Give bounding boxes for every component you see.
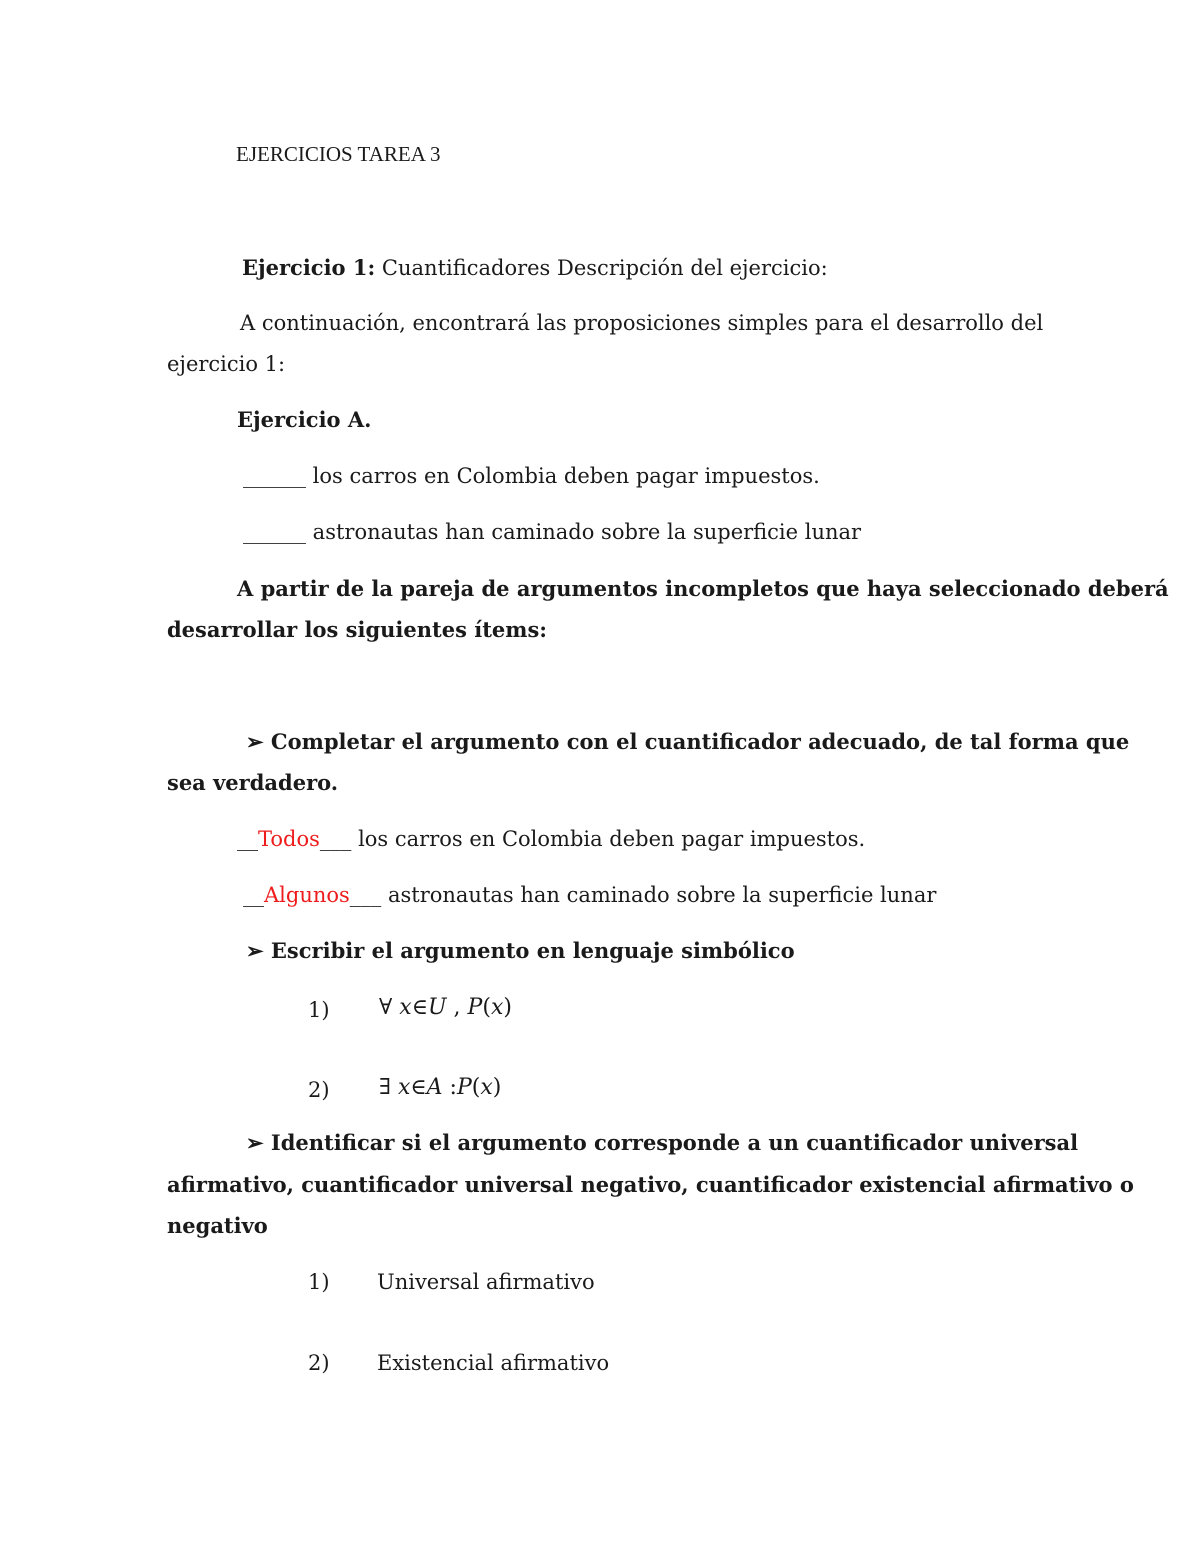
classification-text-2: Existencial afirmativo (377, 1351, 610, 1375)
symbolic-expression-1: ∀ x∈U , P(x) (379, 995, 512, 1020)
step-1-line-2: sea verdadero. (167, 770, 339, 795)
step-1-line-1 (246, 729, 1129, 755)
answer-word: Algunos (264, 883, 350, 907)
answer-text: astronautas han caminado sobre la superficie lunar (381, 883, 937, 907)
symbolic-expression-2: ∃ x∈A :P(x) (379, 1075, 502, 1100)
classification-number-2: 2) (308, 1351, 330, 1375)
arrow-bullet-icon: ➢ (246, 938, 264, 963)
intro-line-1: A continuación, encontrará las proposiciones simples para el desarrollo del (240, 311, 1044, 335)
blank-item-text: los carros en Colombia deben pagar impuestos. (306, 464, 820, 488)
exists-symbol: ∃ (379, 1075, 391, 1100)
blank-item-1 (243, 463, 820, 489)
arrow-bullet-icon: ➢ (246, 1130, 264, 1155)
blank-underscore: ______ (243, 520, 306, 544)
separator: : (442, 1075, 457, 1100)
instruction-line-2: desarrollar los siguientes ítems: (167, 617, 548, 642)
set-name: U (428, 995, 447, 1020)
answer-1 (237, 826, 865, 852)
intro-line-2: ejercicio 1: (167, 352, 286, 376)
step-2 (246, 938, 795, 964)
element-of-symbol: ∈ (411, 995, 428, 1020)
predicate-argument: x (490, 995, 504, 1020)
answer-underscore: ___ (319, 827, 352, 851)
blank-underscore: ______ (243, 464, 306, 488)
variable: x (399, 995, 412, 1020)
variable: x (397, 1075, 411, 1100)
ejercicio-1-line (242, 255, 828, 281)
ejercicio-a-heading: Ejercicio A. (237, 407, 372, 432)
separator: , (446, 995, 461, 1020)
element-of-symbol: ∈ (410, 1075, 427, 1100)
forall-symbol: ∀ (379, 995, 393, 1020)
document-title: EJERCICIOS TAREA 3 (236, 142, 441, 166)
answer-underscore: __ (237, 827, 258, 851)
ejercicio-1-label: Ejercicio 1: (242, 255, 376, 280)
set-name: A (426, 1075, 443, 1100)
step-3-text: Identificar si el argumento corresponde a un cuantificador universal (270, 1130, 1079, 1155)
step-2-text: Escribir el argumento en lenguaje simbólico (270, 938, 795, 963)
classification-text-1: Universal afirmativo (377, 1270, 595, 1294)
symbolic-number-2: 2) (308, 1078, 330, 1102)
ejercicio-1-text: Cuantificadores Descripción del ejercicio: (375, 256, 828, 280)
predicate: P (467, 995, 483, 1020)
blank-item-text: astronautas han caminado sobre la superficie lunar (306, 520, 862, 544)
arrow-bullet-icon: ➢ (246, 729, 264, 754)
answer-2 (243, 882, 936, 908)
predicate-argument: x (480, 1075, 493, 1100)
blank-item-2 (243, 519, 861, 545)
answer-underscore: ___ (349, 883, 382, 907)
step-3-line-3: negativo (167, 1213, 268, 1238)
step-1-text: Completar el argumento con el cuantificador adecuado, de tal forma que (270, 729, 1130, 754)
step-3-line-2: afirmativo, cuantificador universal negativo, cuantificador existencial afirmativo o (167, 1172, 1134, 1197)
symbolic-number-1: 1) (308, 998, 330, 1022)
answer-word: Todos (258, 827, 320, 851)
classification-number-1: 1) (308, 1270, 330, 1294)
instruction-line-1: A partir de la pareja de argumentos incompletos que haya seleccionado deberá (237, 576, 1169, 601)
answer-text: los carros en Colombia deben pagar impuestos. (351, 827, 866, 851)
step-3-line-1 (246, 1130, 1078, 1156)
predicate: P (456, 1075, 472, 1100)
answer-underscore: __ (243, 883, 264, 907)
